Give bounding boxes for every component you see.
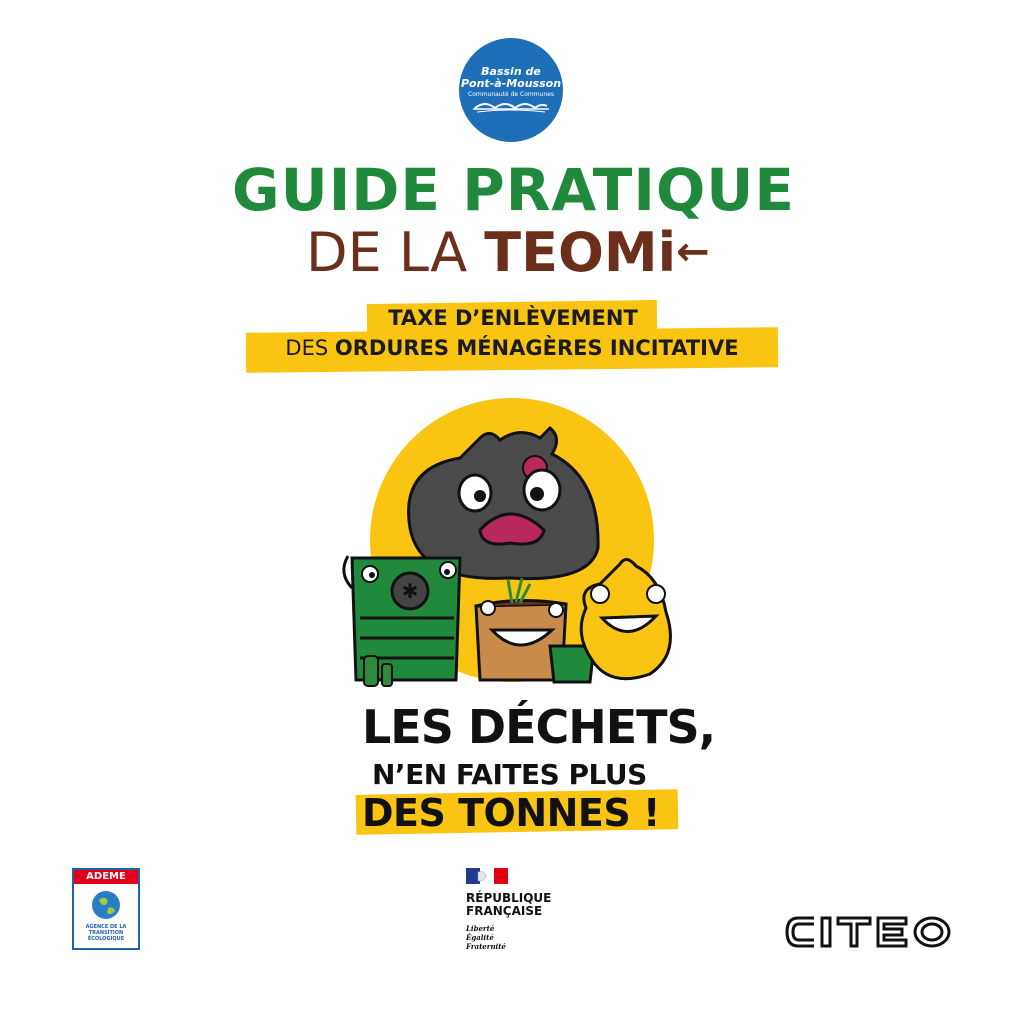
title-line-2	[306, 222, 710, 283]
subtitle-line-1: TAXE D’ENLÈVEMENT	[388, 306, 638, 330]
marianne-flag-icon	[466, 868, 508, 884]
motto-liberte: Liberté	[466, 924, 495, 933]
bridge-icon	[473, 98, 549, 114]
logo-line-2: Pont-à-Mousson	[460, 77, 562, 90]
subtitle-line-2-light: DES	[285, 336, 335, 360]
title-teomi: TEOMi	[484, 221, 677, 284]
title-line-1: GUIDE PRATIQUE	[232, 156, 795, 224]
globe-icon	[91, 890, 121, 920]
subtitle-line-2	[252, 334, 772, 362]
motto-fraternite: Fraternité	[466, 942, 506, 951]
slogan-line-1: LES DÉCHETS,	[362, 700, 716, 754]
subtitle-line-2-bold: ORDURES MÉNAGÈRES INCITATIVE	[334, 336, 739, 360]
logo-line-3: Communauté de Communes	[468, 91, 554, 98]
glass-bin-character	[344, 556, 460, 686]
arrow-left-icon: ←	[676, 229, 710, 275]
ademe-logo	[72, 868, 140, 950]
ademe-tagline: AGENCE DE LA TRANSITION ÉCOLOGIQUE	[85, 924, 127, 942]
republique-francaise-logo	[466, 868, 576, 958]
republique-line-1: RÉPUBLIQUE	[466, 891, 552, 905]
community-logo	[459, 38, 563, 142]
motto-egalite: Égalité	[466, 933, 494, 942]
ademe-name: ADEME	[86, 871, 126, 882]
logo-line-1: Bassin de	[481, 65, 541, 78]
citeo-logo	[784, 912, 954, 952]
waste-characters-illustration	[330, 398, 690, 698]
republique-line-2: FRANÇAISE	[466, 904, 543, 918]
title-line-2-light: DE LA	[306, 221, 485, 284]
slogan-line-3: DES TONNES !	[362, 791, 660, 835]
svg-text:✱: ✱	[401, 579, 419, 603]
slogan-line-2: N’EN FAITES PLUS	[372, 758, 647, 791]
